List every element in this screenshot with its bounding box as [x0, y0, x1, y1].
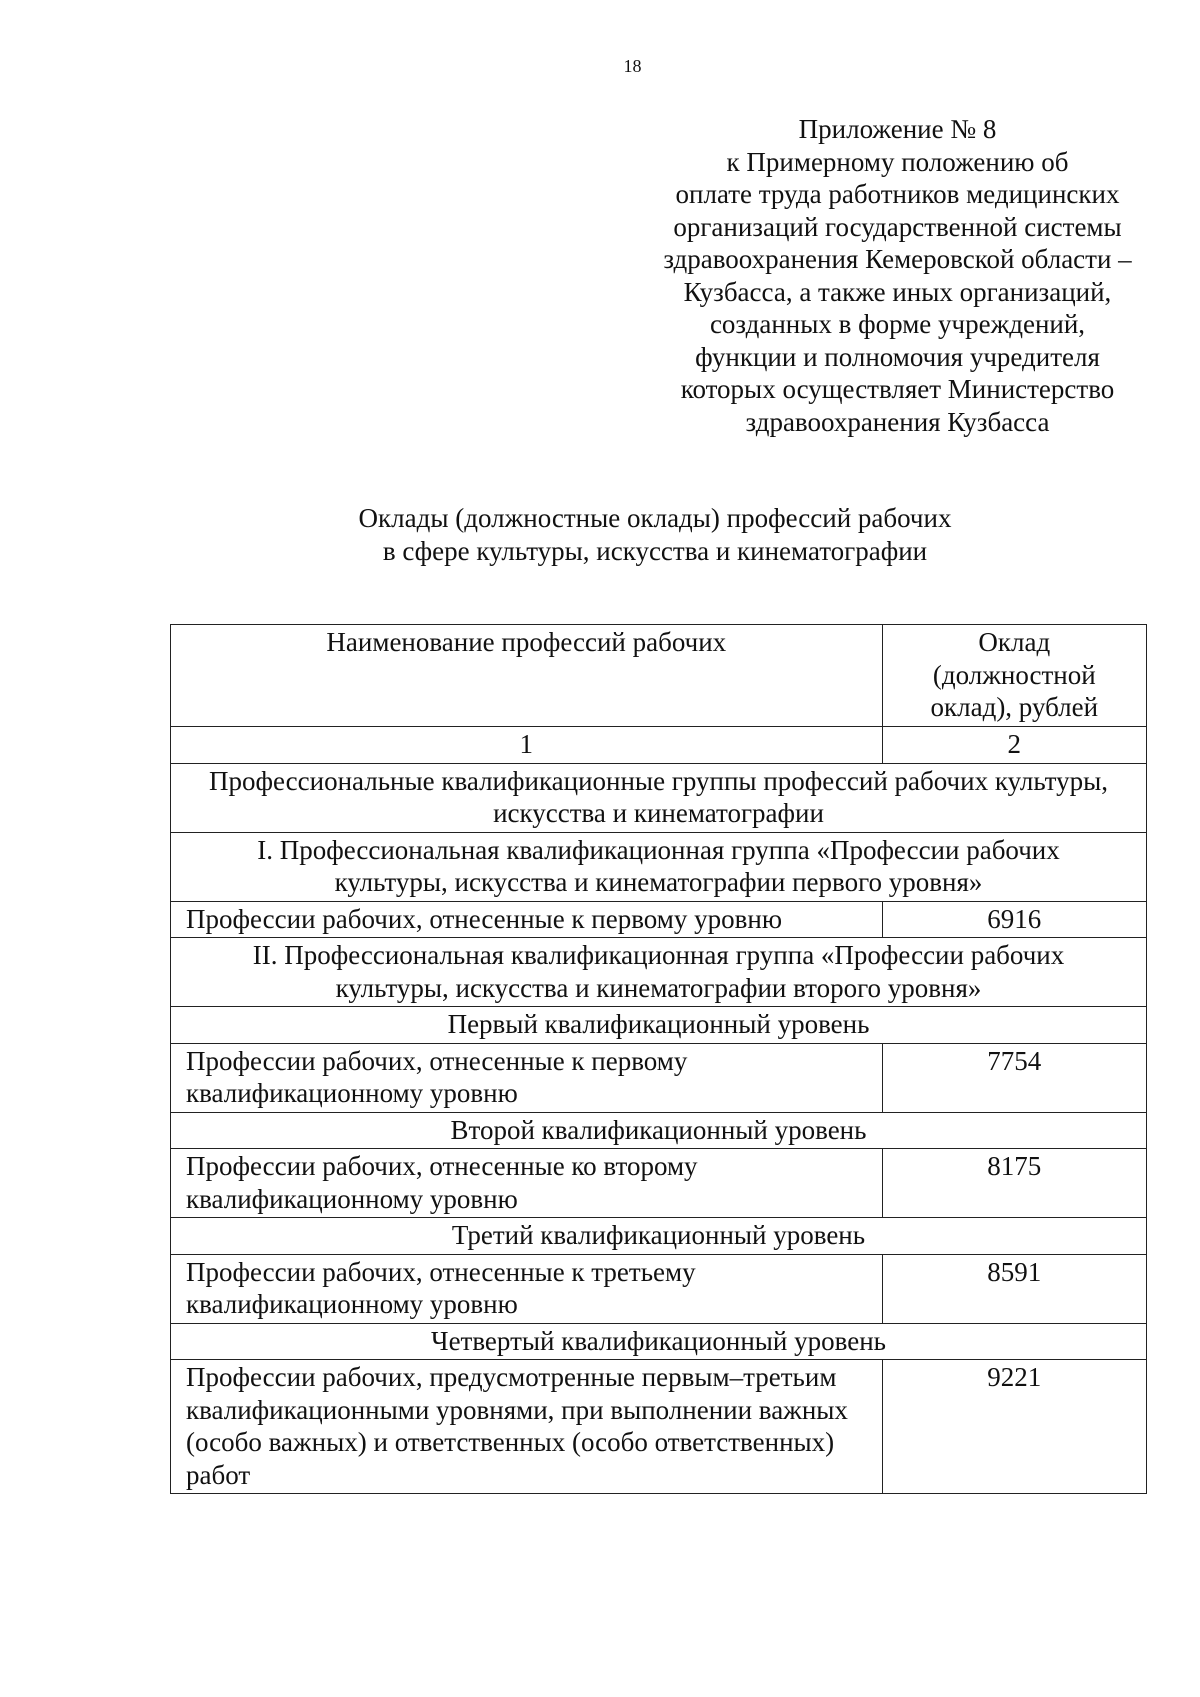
level-title-cell: Второй квалификационный уровень — [171, 1112, 1147, 1149]
appendix-line: функции и полномочия учредителя — [695, 341, 1100, 372]
level-title-row — [171, 1218, 1147, 1255]
salary-cell: 8175 — [882, 1149, 1146, 1218]
appendix-line: здравоохранения Кузбасса — [745, 406, 1050, 437]
profession-cell — [171, 1254, 883, 1323]
appendix-line: оплате труда работников медицинских — [675, 179, 1120, 209]
level-title-row — [171, 1112, 1147, 1149]
header-name-cell — [171, 625, 883, 727]
section-title-cell — [171, 763, 1147, 832]
group-title-line: культуры, искусства и кинематографии первого уровня» — [334, 867, 983, 897]
group-title-line: культуры, искусства и кинематографии второго уровня» — [335, 972, 982, 1003]
header-name-label: Наименование профессий рабочих — [326, 627, 727, 657]
level-title-cell: Третий квалификационный уровень — [171, 1218, 1147, 1255]
header-salary-line: (должностной — [932, 659, 1096, 690]
group-title-cell — [171, 938, 1147, 1007]
profession-line: (особо важных) и ответственных (особо ответственных) — [186, 1427, 835, 1457]
salary-cell: 6916 — [882, 901, 1146, 938]
appendix-line: здравоохранения Кемеровской области – — [663, 244, 1132, 274]
document-title — [170, 502, 1140, 567]
profession-line: Профессии рабочих, отнесенные ко второму — [186, 1151, 698, 1181]
header-salary-line: оклад), рублей — [930, 692, 1099, 722]
header-salary-line: Оклад — [978, 627, 1051, 657]
group-title-line: II. Профессиональная квалификационная группа «Профессии рабочих — [252, 940, 1065, 970]
column-number-cell: 1 — [171, 727, 883, 764]
level-title-cell: Четвертый квалификационный уровень — [171, 1323, 1147, 1360]
profession-cell — [171, 1360, 883, 1494]
table-header-row — [171, 625, 1147, 727]
profession-line: Профессии рабочих, предусмотренные первым–третьим — [186, 1362, 837, 1392]
group-title-cell — [171, 832, 1147, 901]
title-line: Оклады (должностные оклады) профессий рабочих — [358, 503, 952, 533]
column-number-row — [171, 727, 1147, 764]
page-number: 18 — [623, 56, 642, 76]
table-row — [171, 1149, 1147, 1218]
table-row — [171, 1360, 1147, 1494]
table-row — [171, 1043, 1147, 1112]
salary-cell: 8591 — [882, 1254, 1146, 1323]
appendix-header — [625, 113, 1170, 438]
appendix-line: Кузбасса, а также иных организаций, — [683, 276, 1112, 307]
section-title-line: искусства и кинематографии — [493, 798, 824, 828]
table-row — [171, 901, 1147, 938]
appendix-line: Приложение № 8 — [798, 114, 997, 144]
profession-line: квалификационными уровнями, при выполнении важных — [186, 1394, 848, 1425]
group-title-row — [171, 832, 1147, 901]
profession-cell — [171, 1043, 883, 1112]
salary-table — [170, 624, 1147, 1494]
group-title-row — [171, 938, 1147, 1007]
appendix-line: которых осуществляет Министерство — [680, 374, 1115, 404]
profession-line: Профессии рабочих, отнесенные к третьему — [186, 1256, 696, 1287]
group-title-line: I. Профессиональная квалификационная группа «Профессии рабочих — [257, 834, 1060, 865]
title-line: в сфере культуры, искусства и кинематографии — [382, 535, 928, 566]
profession-cell — [171, 1149, 883, 1218]
profession-line: квалификационному уровню — [186, 1183, 518, 1214]
profession-line: работ — [186, 1459, 251, 1490]
salary-cell: 9221 — [882, 1360, 1146, 1494]
profession-cell: Профессии рабочих, отнесенные к первому уровню — [171, 901, 883, 938]
profession-line: Профессии рабочих, отнесенные к первому — [186, 1045, 688, 1076]
header-salary-cell — [882, 625, 1146, 727]
appendix-line: созданных в форме учреждений, — [709, 309, 1086, 339]
level-title-cell: Первый квалификационный уровень — [171, 1007, 1147, 1044]
appendix-line: к Примерному положению об — [726, 146, 1069, 177]
profession-line: квалификационному уровню — [186, 1289, 518, 1319]
level-title-row — [171, 1007, 1147, 1044]
column-number-cell: 2 — [882, 727, 1146, 764]
appendix-line: организаций государственной системы — [673, 211, 1122, 242]
table-row — [171, 1254, 1147, 1323]
section-title-row — [171, 763, 1147, 832]
level-title-row — [171, 1323, 1147, 1360]
salary-cell: 7754 — [882, 1043, 1146, 1112]
section-title-line: Профессиональные квалификационные группы профессий рабочих культуры, — [209, 765, 1108, 796]
profession-line: квалификационному уровню — [186, 1078, 518, 1108]
